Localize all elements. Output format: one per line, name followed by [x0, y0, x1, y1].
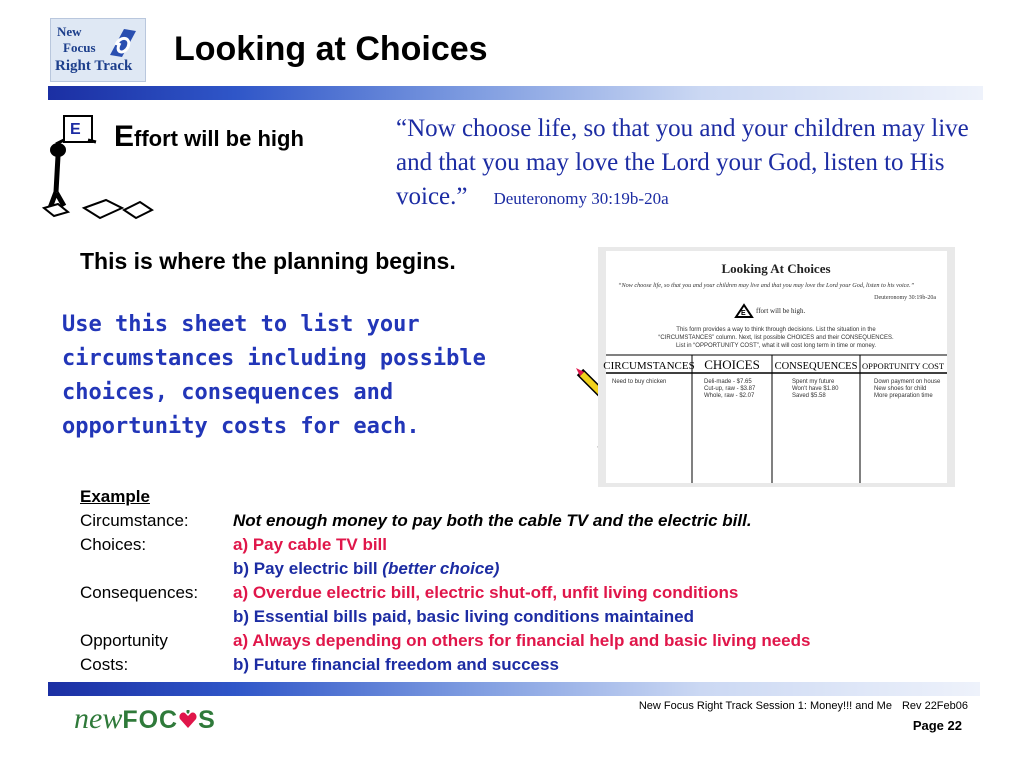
worksheet-cell: Need to buy chicken — [612, 379, 667, 385]
worksheet-quote: “Now choose life, so that you and your children may live and that you may love the Lord your God, listen to his voice.” — [618, 282, 915, 289]
worksheet-cell: New shoes for child — [874, 386, 927, 392]
page-number: Page 22 — [912, 718, 962, 733]
cost-a: a) Always depending on others for financial help and basic living needs — [233, 631, 811, 650]
costs-label: Costs: — [80, 655, 129, 674]
planning-heading: This is where the planning begins. — [80, 248, 456, 274]
worksheet-cell: Saved $5.58 — [792, 393, 826, 399]
consequence-b: b) Essential bills paid, basic living conditions maintained — [233, 607, 694, 626]
worksheet-cell: Deli-made - $7.65 — [704, 379, 752, 385]
consequence-a: a) Overdue electric bill, electric shut-off, unfit living conditions — [233, 583, 739, 602]
instructions-text: Use this sheet to list your circumstances including possible choices, consequences and opportunity costs for each. — [62, 312, 486, 439]
worksheet-cell: Whole, raw - $2.07 — [704, 393, 755, 399]
worksheet-intro-3: List in “OPPORTUNITY COST”, what it will cost long term in time or money. — [675, 343, 877, 349]
choice-a: a) Pay cable TV bill — [233, 535, 388, 554]
brand-focus-pre: FOC — [122, 706, 179, 734]
effort-statement — [114, 120, 304, 154]
worksheet-title: Looking At Choices — [721, 261, 831, 276]
opportunity-label: Opportunity — [80, 631, 168, 650]
quote-text: “Now choose life, so that you and your children may live and that you may love the Lord your God, listen to His voice.” — [396, 115, 969, 210]
logo-line-3: Right Track — [55, 58, 133, 74]
logo-line-2: Focus — [63, 40, 96, 55]
worksheet-effort-letter: E — [741, 310, 746, 317]
worksheet-cell: Cut-up, raw - $3.87 — [704, 386, 756, 392]
brand-new: new — [74, 702, 123, 735]
new-focus-right-track-logo — [50, 18, 146, 82]
worksheet-cell: Down payment on house — [874, 379, 941, 385]
logo-line-1: New — [57, 24, 82, 39]
choice-b-text: b) Pay electric bill — [233, 559, 378, 578]
example-heading: Example — [80, 487, 150, 506]
worksheet-cell: Spent my future — [792, 379, 835, 385]
footer-revision: Rev 22Feb06 — [901, 700, 968, 712]
choices-label: Choices: — [80, 535, 147, 554]
worksheet-cell: Won't have $1.80 — [792, 386, 839, 392]
effort-sign-letter: E — [70, 121, 81, 138]
choice-b — [233, 557, 499, 581]
worksheet-col-circumstances: CIRCUMSTANCES — [603, 360, 695, 372]
brand-focus-post: S — [198, 706, 216, 734]
effort-initial: E — [114, 120, 135, 153]
effort-text: ffort will be high — [134, 126, 304, 151]
worksheet-col-consequences: CONSEQUENCES — [774, 361, 858, 372]
footer-divider-bar — [48, 682, 980, 696]
logo-emblem-icon — [106, 25, 140, 61]
page-title: Looking at Choices — [174, 30, 488, 68]
cost-b: b) Future financial freedom and success — [233, 655, 559, 674]
heart-icon — [178, 710, 198, 730]
worksheet-col-opportunity-cost: OPPORTUNITY COST — [861, 361, 945, 371]
footer-info — [639, 700, 968, 712]
circumstance-label: Circumstance: — [80, 511, 189, 530]
consequences-label: Consequences: — [80, 583, 199, 602]
quote-reference: Deuteronomy 30:19b-20a — [493, 189, 669, 208]
header-divider-bar — [48, 86, 983, 100]
choice-b-note: (better choice) — [382, 559, 500, 578]
worksheet-cell: More preparation time — [874, 393, 933, 399]
worksheet-col-choices: CHOICES — [704, 357, 760, 372]
worksheet-image — [598, 247, 955, 487]
new-focus-brand-logo — [74, 702, 216, 736]
footer-session: New Focus Right Track Session 1: Money!!! and Me — [638, 700, 892, 712]
scripture-quote — [396, 112, 976, 216]
worksheet-intro-1: This form provides a way to think through decisions. List the situation in the — [676, 327, 876, 333]
worksheet-intro-2: “CIRCUMSTANCES” column. Next, list possible CHOICES and their CONSEQUENCES. — [658, 335, 894, 341]
worksheet-reference: Deuteronomy 30:19b-20a — [874, 295, 936, 301]
worksheet-effort-text: ffort will be high. — [756, 307, 806, 315]
circumstance-value: Not enough money to pay both the cable TV and the electric bill. — [233, 511, 752, 530]
